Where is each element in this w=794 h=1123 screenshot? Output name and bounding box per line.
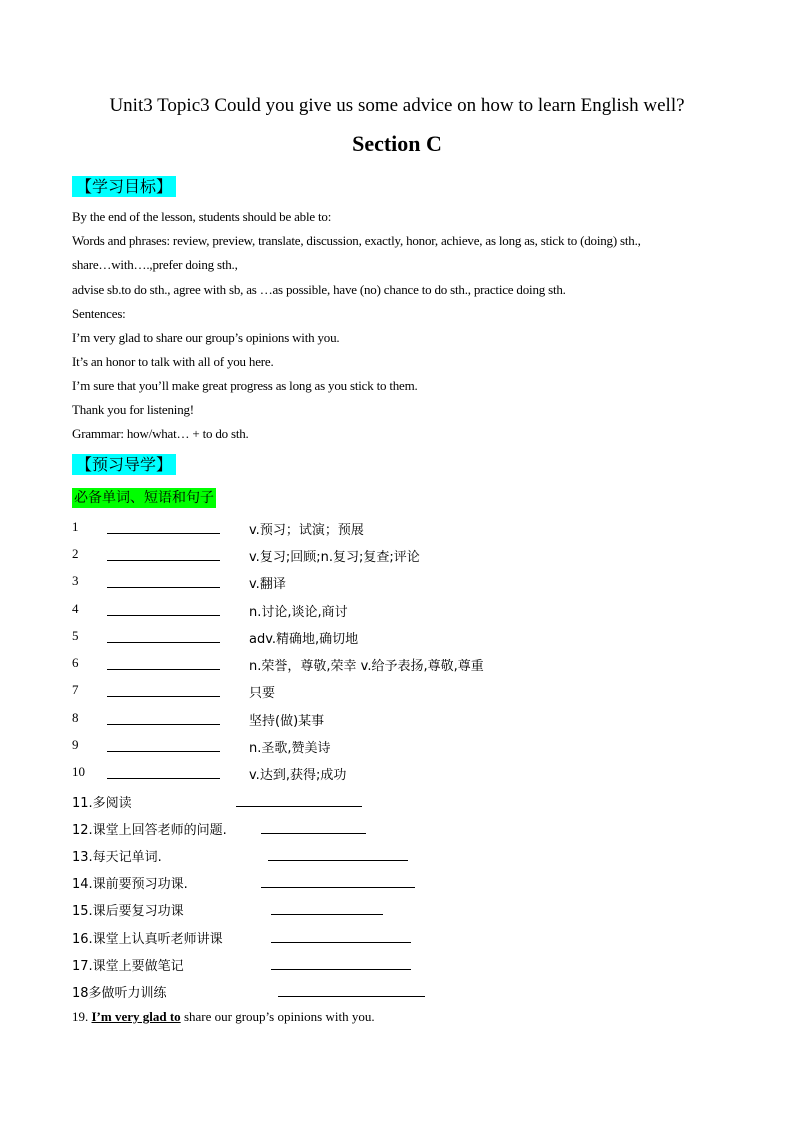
sentence-19-rest: share our group’s opinions with you.	[180, 1009, 375, 1024]
vocab-definition: 只要	[249, 686, 276, 701]
vocab-definition: 坚持(做)某事	[249, 714, 325, 729]
phrase-blank[interactable]	[271, 955, 411, 970]
vocab-blank[interactable]	[107, 601, 220, 616]
vocab-number: 2	[72, 546, 79, 561]
objective-line-3: share…with….,prefer doing sth.,	[72, 257, 238, 272]
sentence-19-number: 19.	[72, 1009, 92, 1024]
vocab-number: 3	[72, 573, 79, 588]
objective-line-9: Thank you for listening!	[72, 402, 194, 417]
vocab-number: 7	[72, 682, 79, 697]
phrase-prompt: 14.课前要预习功课.	[72, 877, 188, 892]
phrase-blank[interactable]	[268, 846, 408, 861]
phrase-blank[interactable]	[271, 900, 383, 915]
objective-line-1: By the end of the lesson, students should be able to:	[72, 209, 332, 224]
phrase-blank[interactable]	[236, 792, 362, 807]
phrase-blank[interactable]	[278, 982, 425, 997]
vocab-blank[interactable]	[107, 519, 220, 534]
vocab-blank[interactable]	[107, 737, 220, 752]
vocab-blank[interactable]	[107, 628, 220, 643]
vocab-number: 1	[72, 519, 79, 534]
vocab-number: 4	[72, 601, 79, 616]
preview-heading: 【预习导学】	[72, 452, 176, 475]
vocab-blank[interactable]	[107, 546, 220, 561]
vocab-blank[interactable]	[107, 682, 220, 697]
vocab-blank[interactable]	[107, 655, 220, 670]
vocab-blank[interactable]	[107, 573, 220, 588]
vocab-number: 9	[72, 737, 79, 752]
phrase-blank[interactable]	[271, 928, 411, 943]
vocab-definition: v.翻译	[249, 577, 286, 592]
phrase-blank[interactable]	[261, 819, 366, 834]
phrase-prompt: 13.每天记单词.	[72, 850, 162, 865]
objective-line-7: It’s an honor to talk with all of you here.	[72, 354, 274, 369]
objective-line-6: I’m very glad to share our group’s opinions with you.	[72, 330, 340, 345]
vocab-definition: n.讨论,谈论,商讨	[249, 605, 348, 620]
vocab-definition: v.达到,获得;成功	[249, 768, 347, 783]
objective-line-8: I’m sure that you’ll make great progress as long as you stick to them.	[72, 378, 418, 393]
vocab-number: 8	[72, 710, 79, 725]
vocab-definition: n.圣歌,赞美诗	[249, 741, 331, 756]
vocab-blank[interactable]	[107, 710, 220, 725]
phrase-prompt: 12.课堂上回答老师的问题.	[72, 823, 227, 838]
objectives-heading: 【学习目标】	[72, 174, 176, 197]
vocab-definition: adv.精确地,确切地	[249, 632, 359, 647]
objective-line-2: Words and phrases: review, preview, translate, discussion, exactly, honor, achieve, as long as, stick to (doing) sth.,	[72, 233, 641, 248]
vocab-blank[interactable]	[107, 764, 220, 779]
vocab-number: 5	[72, 628, 79, 643]
vocab-definition: n.荣誉，尊敬,荣幸 v.给予表扬,尊敬,尊重	[249, 659, 484, 674]
section-title: Section C	[352, 131, 442, 156]
phrase-prompt: 15.课后要复习功课	[72, 904, 184, 919]
objective-line-10: Grammar: how/what… + to do sth.	[72, 426, 249, 441]
objective-line-5: Sentences:	[72, 306, 126, 321]
phrase-blank[interactable]	[261, 873, 415, 888]
phrase-prompt: 11.多阅读	[72, 796, 132, 811]
phrase-prompt: 17.课堂上要做笔记	[72, 959, 184, 974]
sentence-19	[72, 1009, 375, 1025]
sentence-19-key-phrase: I’m very glad to	[91, 1009, 181, 1024]
vocab-number: 6	[72, 655, 79, 670]
objective-line-4: advise sb.to do sth., agree with sb, as …as possible, have (no) chance to do sth., practice doing sth.	[72, 282, 566, 297]
page-title: Unit3 Topic3 Could you give us some advice on how to learn English well?	[109, 95, 685, 116]
vocab-definition: v.复习;回顾;n.复习;复查;评论	[249, 550, 420, 565]
vocab-definition: v.预习；试演；预展	[249, 523, 364, 538]
vocab-number: 10	[72, 764, 85, 779]
preview-subheading: 必备单词、短语和句子	[74, 490, 214, 506]
phrase-prompt: 18多做听力训练	[72, 986, 167, 1001]
phrase-prompt: 16.课堂上认真听老师讲课	[72, 932, 223, 947]
